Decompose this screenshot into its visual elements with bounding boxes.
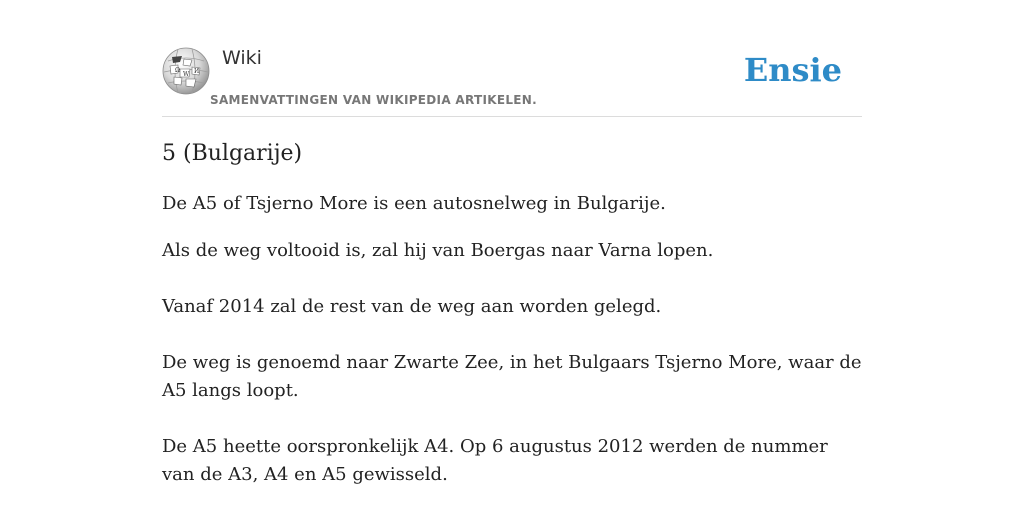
site-header (162, 44, 862, 117)
article-lead: De A5 of Tsjerno More is een autosnelweg in Bulgarije. (162, 193, 666, 214)
svg-text:W: W (183, 71, 190, 78)
article-title: 5 (Bulgarije) (162, 141, 303, 166)
site-tagline: SAMENVATTINGEN VAN WIKIPEDIA ARTIKELEN. (210, 93, 537, 107)
article-paragraph: Als de weg voltooid is, zal hij van Boergas naar Varna lopen. (162, 240, 714, 261)
svg-text:И: И (194, 68, 200, 75)
site-name[interactable]: Wiki (222, 47, 262, 69)
article-paragraph: De weg is genoemd naar Zwarte Zee, in het Bulgaars Tsjerno More, waar de A5 langs loopt. (162, 352, 862, 401)
article-paragraph: De A5 heette oorspronkelijk A4. Op 6 augustus 2012 werden de nummer van de A3, A4 en A5 gewisseld. (162, 436, 828, 485)
wikipedia-globe-icon[interactable] (162, 47, 210, 95)
brand-logo-link[interactable]: Ensie (743, 51, 842, 89)
svg-text:Ω: Ω (175, 67, 180, 74)
article-paragraph: Vanaf 2014 zal de rest van de weg aan worden gelegd. (162, 296, 662, 317)
article (162, 138, 862, 489)
